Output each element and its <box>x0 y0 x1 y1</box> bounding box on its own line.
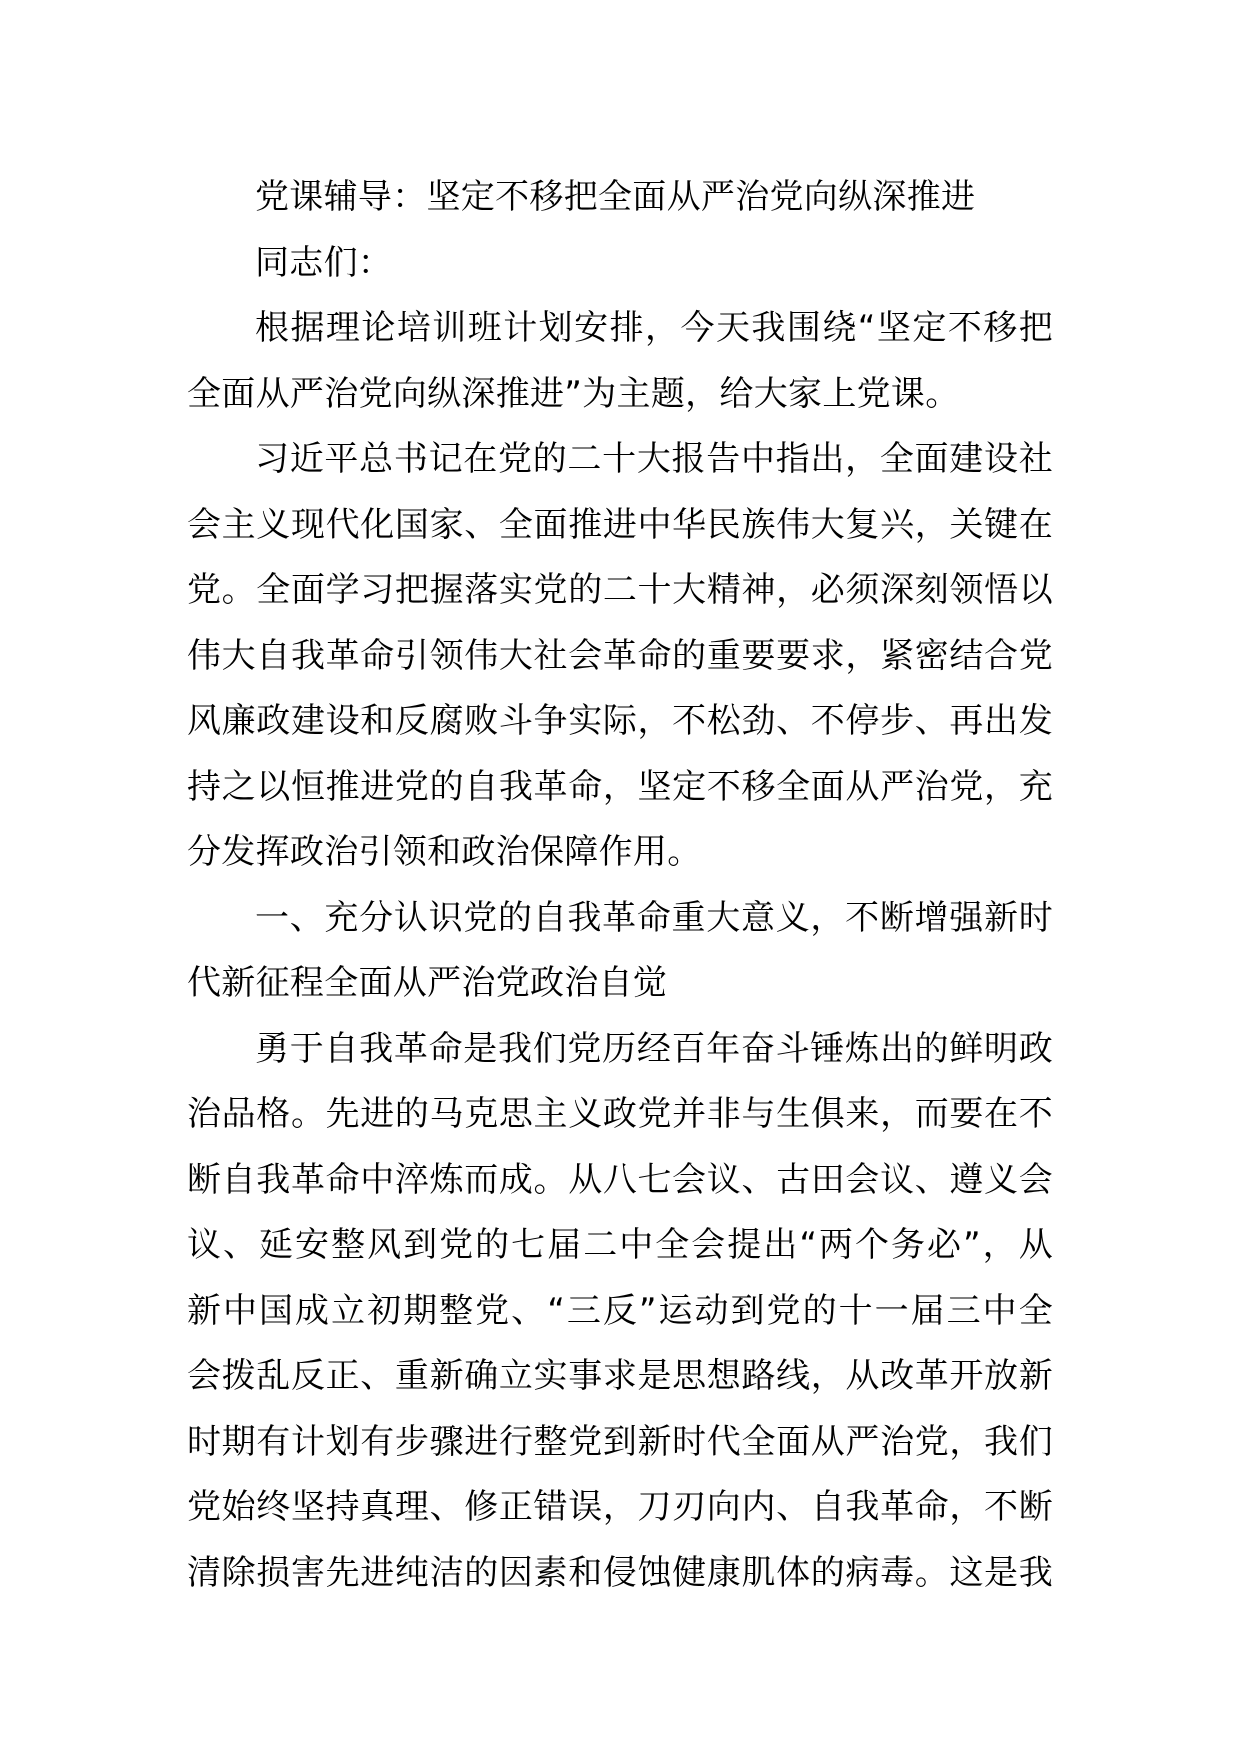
salutation: 同志们： <box>255 242 393 283</box>
paragraph-line: 党始终坚持真理、修正错误，刀刃向内、自我革命，不断 <box>187 1487 1053 1527</box>
document-title: 党课辅导：坚定不移把全面从严治党向纵深推进 <box>255 177 976 217</box>
paragraph-line: 清除损害先进纯洁的因素和侵蚀健康肌体的病毒。这是我 <box>187 1552 1053 1593</box>
paragraph-line: 风廉政建设和反腐败斗争实际，不松劲、不停步、再出发 <box>187 701 1053 741</box>
paragraph-line: 会主义现代化国家、全面推进中华民族伟大复兴，关键在 <box>187 504 1053 545</box>
paragraph-line: 治品格。先进的马克思主义政党并非与生俱来，而要在不 <box>187 1094 1053 1134</box>
paragraph-line: 会拨乱反正、重新确立实事求是思想路线，从改革开放新 <box>187 1356 1053 1396</box>
paragraph-line: 党。全面学习把握落实党的二十大精神，必须深刻领悟以 <box>187 570 1053 610</box>
paragraph-line: 伟大自我革命引领伟大社会革命的重要要求，紧密结合党 <box>187 635 1053 676</box>
paragraph-line: 分发挥政治引领和政治保障作用。 <box>187 832 702 872</box>
paragraph-line: 新中国成立初期整党、“三反”运动到党的十一届三中全 <box>187 1290 1053 1331</box>
paragraph-line: 时期有计划有步骤进行整党到新时代全面从严治党，我们 <box>187 1421 1053 1462</box>
paragraph-line: 断自我革命中淬炼而成。从八七会议、古田会议、遵义会 <box>187 1159 1053 1200</box>
section-heading-line: 一、充分认识党的自我革命重大意义，不断增强新时 <box>255 897 1053 938</box>
section-heading-line: 代新征程全面从严治党政治自觉 <box>187 963 668 1003</box>
paragraph-line: 根据理论培训班计划安排，今天我围绕“坚定不移把 <box>255 308 1053 348</box>
paragraph-line: 议、延安整风到党的七届二中全会提出“两个务必”，从 <box>187 1225 1053 1265</box>
paragraph-line: 持之以恒推进党的自我革命，坚定不移全面从严治党，充 <box>187 766 1053 807</box>
paragraph-line: 习近平总书记在党的二十大报告中指出，全面建设社 <box>255 439 1053 479</box>
paragraph-line: 全面从严治党向纵深推进”为主题，给大家上党课。 <box>187 373 960 414</box>
paragraph-line: 勇于自我革命是我们党历经百年奋斗锤炼出的鲜明政 <box>255 1028 1053 1069</box>
document-body <box>187 165 1053 1606</box>
